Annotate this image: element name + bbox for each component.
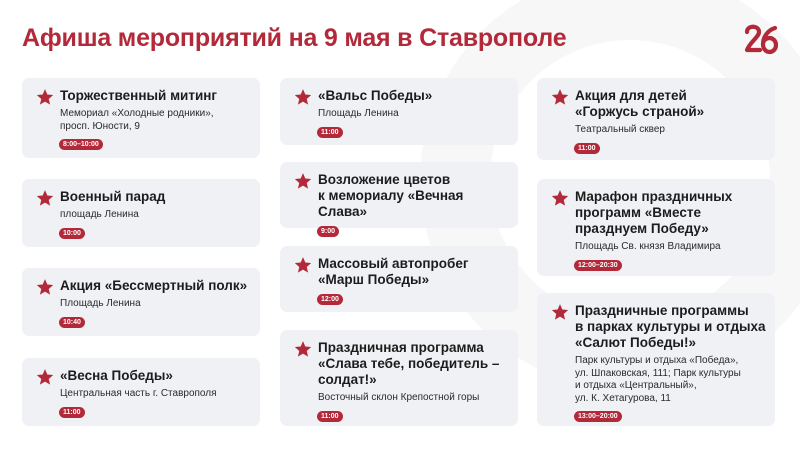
event-time-badge: 11:00 (317, 127, 343, 138)
event-time-badge: 10:40 (59, 317, 85, 328)
event-title: Военный парад (60, 189, 166, 204)
star-icon (551, 189, 569, 207)
star-icon (294, 88, 312, 106)
star-icon (36, 368, 54, 386)
event-card-proud-of-country (537, 78, 775, 160)
event-time-badge: 8:00–10:00 (59, 139, 103, 150)
event-card-glory-to-soldier (280, 330, 518, 426)
event-title: Акция для детей «Горжусь страной» (575, 88, 705, 119)
star-icon (36, 88, 54, 106)
event-place: Театральный сквер (575, 124, 665, 135)
event-time-badge: 12:00 (317, 294, 343, 305)
star-icon (551, 88, 569, 106)
event-title: Возложение цветов к мемориалу «Вечная Слава» (318, 172, 464, 219)
event-time-badge: 12:00–20:30 (574, 260, 622, 271)
event-title: Праздничная программа «Слава тебе, победитель – солдат!» (318, 340, 500, 387)
star-icon (294, 172, 312, 190)
event-time-badge: 9:00 (317, 226, 339, 237)
event-time-badge: 10:00 (59, 228, 85, 239)
event-time-badge: 11:00 (59, 407, 85, 418)
event-card-celebration-marathon (537, 179, 775, 276)
star-icon (294, 256, 312, 274)
event-card-solemn-rally (22, 78, 260, 158)
event-title: Марафон праздничных программ «Вместе празднуем Победу» (575, 189, 733, 236)
region-26-logo (744, 22, 778, 56)
event-place: Площадь Св. князя Владимира (575, 241, 721, 252)
event-card-victory-spring (22, 358, 260, 426)
event-card-victory-salute-parks (537, 293, 775, 426)
event-place: Центральная часть г. Ставрополя (60, 388, 217, 399)
event-title: «Весна Победы» (60, 368, 173, 383)
event-title: Торжественный митинг (60, 88, 218, 103)
event-card-victory-waltz (280, 78, 518, 145)
star-icon (551, 303, 569, 321)
event-place: Парк культуры и отдыха «Победа», ул. Шпаковская, 111; Парк культуры и отдыха «Центральный», ул. К. Хетагурова, 11 (575, 355, 741, 404)
event-place: Площадь Ленина (60, 298, 141, 309)
event-time-badge: 11:00 (317, 411, 343, 422)
star-icon (36, 189, 54, 207)
event-card-immortal-regiment (22, 268, 260, 336)
star-icon (36, 278, 54, 296)
event-place: площадь Ленина (60, 209, 139, 220)
event-title: Массовый автопробег «Марш Победы» (318, 256, 469, 287)
event-time-badge: 11:00 (574, 143, 600, 154)
star-icon (294, 340, 312, 358)
page-title: Афиша мероприятий на 9 мая в Ставрополе (22, 24, 567, 52)
event-title: «Вальс Победы» (318, 88, 433, 103)
event-card-military-parade (22, 179, 260, 247)
event-title: Праздничные программы в парках культуры и отдыха «Салют Победы!» (575, 303, 766, 350)
event-time-badge: 13:00–20:00 (574, 411, 622, 422)
event-card-flower-laying (280, 162, 518, 235)
event-place: Площадь Ленина (318, 108, 399, 119)
event-card-victory-motor-rally (280, 246, 518, 312)
event-title: Акция «Бессмертный полк» (60, 278, 248, 293)
event-place: Мемориал «Холодные родники», просп. Юности, 9 (60, 108, 214, 132)
event-place: Восточный склон Крепостной горы (318, 392, 480, 403)
